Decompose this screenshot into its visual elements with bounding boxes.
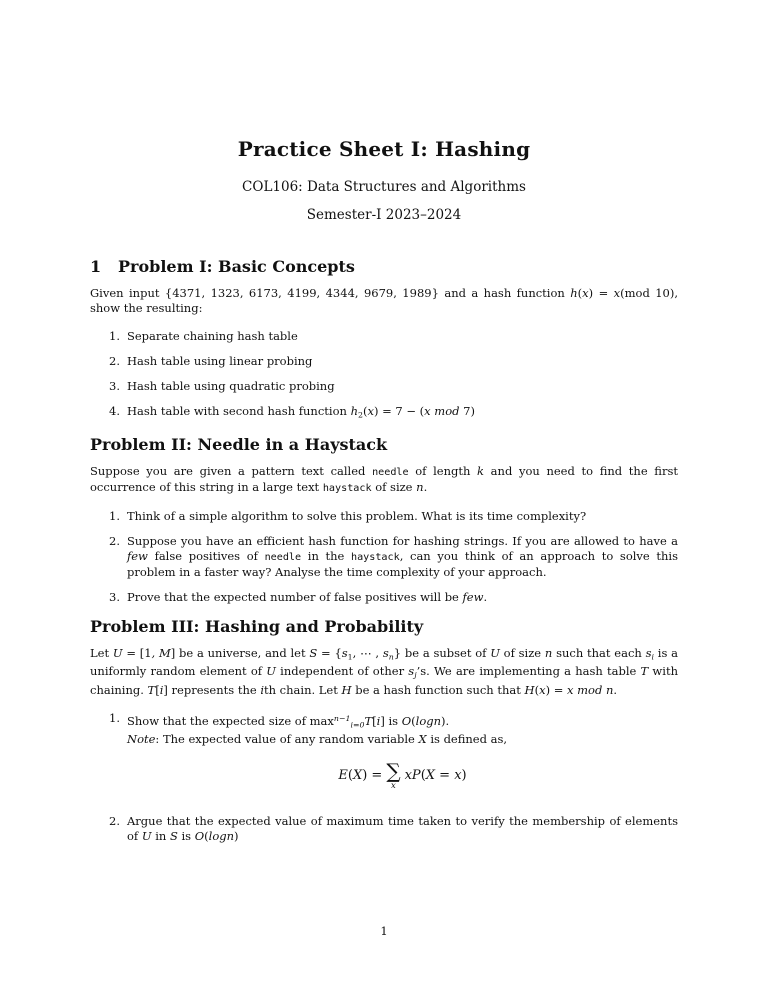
text-segment: , show the resulting:	[90, 286, 679, 316]
text-segment: 1	[347, 652, 353, 662]
text-segment: is a uniformly random element of	[90, 645, 678, 679]
text-segment: (	[347, 768, 353, 784]
text-segment: is	[384, 713, 402, 728]
problem-1-intro	[90, 286, 678, 316]
text-segment: of length	[408, 463, 478, 478]
sigma-index: x	[391, 780, 396, 791]
text-segment: Hash table using linear probing	[127, 354, 313, 369]
text-segment: U	[141, 829, 152, 844]
text-segment: = [1	[122, 645, 152, 660]
list-item	[106, 814, 678, 844]
item-text	[127, 354, 678, 369]
text-segment: x	[582, 286, 589, 301]
text-segment: in the	[301, 548, 351, 563]
page-number: 1	[380, 924, 388, 938]
text-segment: 7)	[459, 404, 475, 419]
text-segment: , ⋯ ,	[352, 645, 383, 660]
text-segment: (	[411, 713, 416, 728]
text-segment: i	[651, 652, 654, 662]
item-text	[127, 329, 678, 344]
text-segment: in	[151, 829, 170, 844]
list-item	[106, 711, 678, 805]
item-marker: 1.	[109, 329, 120, 344]
text-segment: x mod n	[567, 682, 614, 697]
text-segment: T	[364, 713, 373, 728]
text-segment: [	[372, 713, 377, 728]
problem-1-list	[90, 329, 678, 422]
item-marker: 3.	[109, 589, 120, 604]
text-segment: is defined as,	[426, 731, 508, 746]
text-segment: and you need to find the first occurrence of this string in a large text	[90, 463, 678, 494]
text-segment: Show that the expected size of	[127, 713, 310, 728]
semester-subtitle: Semester-I 2023–2024	[306, 207, 462, 223]
text-segment: }	[393, 645, 402, 660]
text-segment: (mod 10)	[620, 286, 675, 301]
section-number: 1	[90, 257, 102, 276]
text-segment: .	[483, 589, 488, 604]
text-segment: h	[350, 404, 358, 419]
text-segment: ’s. We are implementing a hash table	[416, 664, 641, 679]
text-segment: X	[425, 768, 436, 784]
equation-expected-value	[127, 758, 678, 791]
text-segment: needle	[372, 466, 409, 478]
equation-lhs	[338, 768, 382, 783]
text-segment: , can you think of an approach to solve this problem in a faster way? Analyse the time complexity of your approach.	[127, 548, 678, 579]
equation-rhs	[405, 768, 467, 783]
text-segment: .	[613, 682, 618, 697]
text-segment: S	[169, 829, 178, 844]
text-segment: Hash table with second hash function	[127, 404, 351, 419]
text-segment: false positives of	[147, 548, 265, 563]
text-segment: .	[423, 479, 428, 494]
text-segment: xP	[404, 768, 421, 784]
sigma-glyph: ∑	[386, 758, 401, 783]
text-segment: (	[577, 286, 583, 301]
problem-1-heading	[90, 257, 678, 276]
text-segment: Suppose you are given a pattern text called	[90, 463, 373, 478]
text-segment: s	[408, 664, 415, 679]
text-segment: )	[441, 713, 446, 728]
text-segment: 2	[357, 410, 363, 420]
problem-2-heading: Problem II: Needle in a Haystack	[90, 434, 388, 454]
text-segment: Argue that the expected value of maximum time taken to verify the membership of elements of	[127, 814, 678, 844]
text-segment: ]	[170, 645, 176, 660]
text-segment: , M	[151, 645, 171, 660]
text-segment: x	[454, 768, 462, 784]
text-segment: = {	[317, 645, 342, 660]
text-segment: (	[420, 768, 426, 784]
list-item	[106, 534, 678, 580]
text-segment: few	[462, 589, 484, 604]
item-marker: 2.	[109, 533, 120, 548]
text-segment: Separate chaining hash table	[127, 329, 298, 344]
list-item	[106, 590, 678, 605]
item-line-1	[127, 711, 678, 732]
text-segment: U	[112, 645, 123, 660]
text-segment: s	[645, 645, 652, 660]
page-content	[90, 0, 679, 938]
problem-3-heading: Problem III: Hashing and Probability	[90, 616, 424, 636]
item-text	[127, 379, 678, 394]
text-segment: such that each	[552, 645, 646, 660]
text-segment: logn	[415, 713, 442, 728]
text-segment: Note	[127, 731, 156, 746]
text-segment: S	[309, 645, 318, 660]
text-segment: Let	[90, 645, 113, 660]
item-text	[127, 711, 678, 805]
text-segment: few	[127, 548, 148, 563]
list-item	[106, 329, 678, 344]
problem-3-list	[90, 711, 678, 845]
text-segment: Given input	[90, 286, 165, 301]
item-marker: 2.	[109, 814, 120, 829]
item-marker: 4.	[109, 404, 120, 419]
item-text	[127, 590, 678, 605]
list-item	[106, 379, 678, 394]
text-segment: Prove that the expected number of false positives will be	[127, 589, 463, 604]
text-segment: i=0	[350, 719, 365, 729]
text-segment: : The expected value of any random variable	[155, 731, 419, 746]
list-item	[106, 509, 678, 524]
text-segment: Hash table using quadratic probing	[127, 379, 335, 394]
list-item	[106, 354, 678, 369]
text-segment: is	[177, 829, 195, 844]
list-item	[106, 404, 678, 422]
text-segment: haystack	[322, 482, 372, 494]
text-segment: .	[445, 713, 450, 728]
item-marker: 1.	[109, 508, 120, 523]
text-segment: max	[309, 713, 334, 728]
text-segment: X	[418, 731, 427, 746]
text-segment: be a subset of	[401, 645, 491, 660]
text-segment: {4371, 1323, 6173, 4199, 4344, 9679, 1989}	[164, 286, 439, 301]
section-problem-2	[90, 435, 678, 605]
item-text	[127, 509, 678, 524]
text-segment: i	[376, 713, 381, 728]
text-segment: haystack	[351, 551, 400, 563]
text-segment: X	[352, 768, 363, 784]
text-segment: k	[477, 463, 485, 478]
problem-2-list	[90, 509, 678, 605]
text-segment: ]	[380, 713, 385, 728]
text-segment: ) = 7 − (	[373, 404, 425, 419]
text-segment: x	[613, 286, 621, 301]
item-text	[127, 814, 678, 844]
text-segment: independent of other	[275, 664, 409, 679]
text-segment: [	[155, 682, 160, 697]
section-problem-1	[90, 257, 678, 423]
text-segment: s	[341, 645, 348, 660]
text-segment: (	[204, 829, 209, 844]
text-segment: )	[234, 829, 239, 844]
text-segment: )	[461, 768, 467, 784]
item-marker: 3.	[109, 379, 120, 394]
text-segment: of size	[371, 479, 417, 494]
text-segment: (	[534, 682, 540, 697]
text-segment: U	[490, 645, 500, 660]
text-segment: n	[544, 645, 553, 660]
text-segment: i	[260, 682, 264, 697]
text-segment: s	[382, 645, 389, 660]
text-segment: be a universe, and let	[175, 645, 310, 660]
item-marker: 1.	[109, 710, 120, 725]
text-segment: Think of a simple algorithm to solve this problem. What is its time complexity?	[127, 508, 587, 523]
section-problem-3	[90, 617, 678, 845]
item-marker: 2.	[109, 354, 120, 369]
item-text	[127, 534, 678, 580]
text-segment: represents the	[167, 682, 261, 697]
text-segment: ]	[163, 682, 168, 697]
text-segment: i	[159, 682, 164, 697]
problem-2-intro	[90, 464, 678, 496]
text-segment: n	[416, 479, 424, 494]
text-segment: ) =	[588, 286, 614, 301]
item-text	[127, 404, 678, 422]
text-segment: x mod	[424, 404, 460, 419]
text-segment: x	[539, 682, 546, 697]
text-segment: H	[341, 682, 352, 697]
text-segment: ) =	[362, 768, 383, 784]
text-segment: O	[401, 713, 412, 728]
text-segment: n−1	[333, 713, 351, 723]
text-segment: (	[362, 404, 368, 419]
text-segment: x	[367, 404, 374, 419]
text-segment: n	[388, 652, 394, 662]
text-segment: H	[524, 682, 535, 697]
text-segment: Suppose you have an efficient hash function for hashing strings. If you are allowed to have a	[127, 533, 678, 548]
text-segment: j	[414, 670, 417, 680]
text-segment: U	[266, 664, 276, 679]
text-segment: O	[194, 829, 205, 844]
course-subtitle: COL106: Data Structures and Algorithms	[242, 179, 526, 195]
text-segment: and a hash function	[438, 286, 571, 301]
text-segment: needle	[264, 551, 302, 563]
item-line-2	[127, 732, 678, 747]
text-segment: ) =	[545, 682, 567, 697]
text-segment: of size	[499, 645, 545, 660]
text-segment: logn	[208, 829, 235, 844]
text-segment: T	[640, 664, 649, 679]
text-segment: be a hash function such that	[351, 682, 525, 697]
problem-3-intro	[90, 646, 678, 698]
problem-1-heading-text: Problem I: Basic Concepts	[118, 257, 355, 276]
text-segment: with chaining.	[90, 664, 678, 697]
text-segment: =	[435, 768, 455, 784]
text-segment: th chain. Let	[264, 682, 342, 697]
text-segment: h	[570, 286, 578, 301]
text-segment: E	[338, 768, 348, 784]
document-title: Practice Sheet I: Hashing	[237, 137, 531, 161]
text-segment: T	[147, 682, 156, 697]
summation-symbol	[386, 758, 401, 791]
